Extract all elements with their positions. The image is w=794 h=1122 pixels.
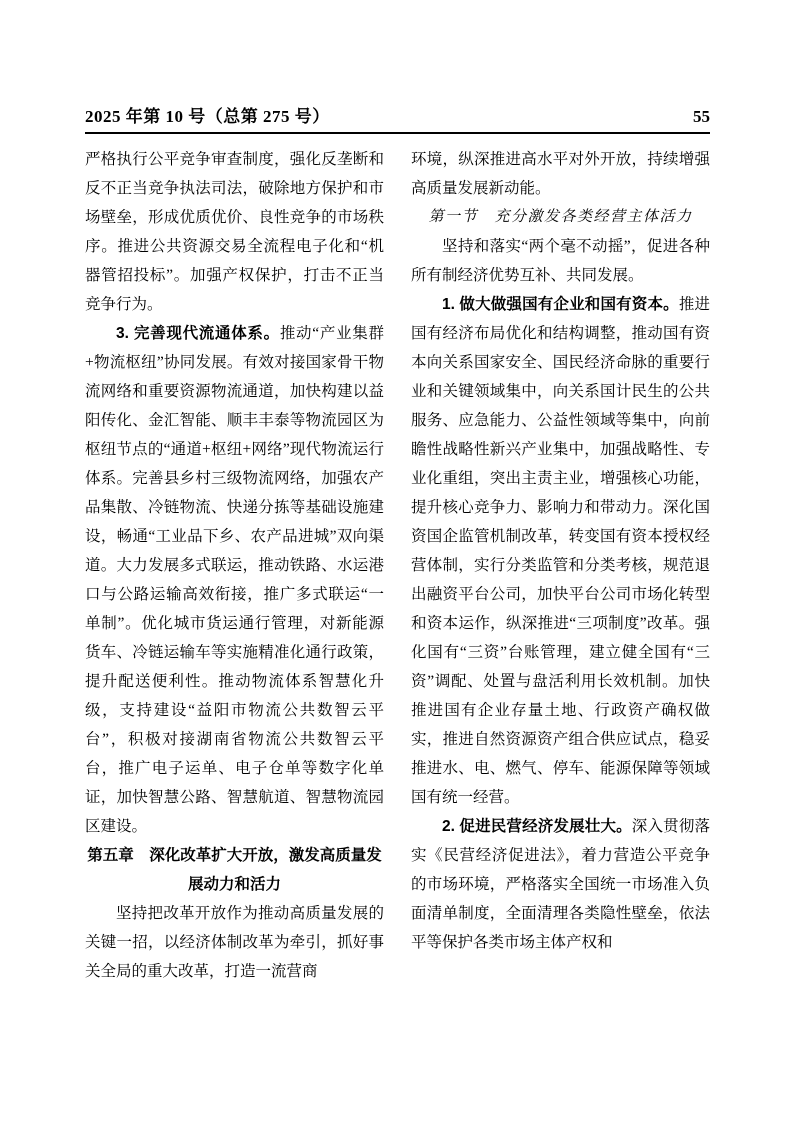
paragraph-lead-bold: 3. 完善现代流通体系。: [116, 325, 280, 343]
paragraph-text: 推动“产业集群+物流枢纽”协同发展。有效对接国家骨干物流网络和重要资源物流通道，加快构建以益阳传化、金汇智能、顺丰丰泰等物流园区为枢纽节点的“通道+枢纽+网络”现代物流运行体系。完善县乡村三级物流网络，加强农产品集散、冷链物流、快递分拣等基础设施建设，畅通“工业品下乡、农产品进城”双向渠道。大力发展多式联运，推动铁路、水运港口与公路运输高效衔接，推广多式联运“一单制”。优化城市货运通行管理，对新能源货车、冷链运输车等实施精准化通行政策，提升配送便利性。推动物流体系智慧化升级，支持建设“益阳市物流公共数智云平台”，积极对接湖南省物流公共数智云平台，推广电子运单、电子仓单等数字化单证，加快智慧公路、智慧航道、智慧物流园区建设。: [85, 325, 384, 836]
paragraph-continuation: 严格执行公平竞争审查制度，强化反垄断和反不正当竞争执法司法，破除地方保护和市场壁垒，形成优质优价、良性竞争的市场秩序。推进公共资源交易全流程电子化和“机器管招投标”。加强产权保护，打击不正当竞争行为。: [85, 151, 384, 314]
issue-label: 2025 年第 10 号（总第 275 号）: [85, 107, 330, 126]
page-number: 55: [693, 107, 710, 126]
paragraph-lead-bold: 1. 做大做强国有企业和国有资本。: [442, 296, 679, 314]
left-column: [85, 145, 384, 986]
paragraph-text: 推进国有经济布局优化和结构调整，推动国有资本向关系国家安全、国民经济命脉的重要行业和关键领域集中，向关系国计民生的公共服务、应急能力、公益性领域等集中，向前瞻性战略性新兴产业集中，加强战略性、专业化重组，突出主责主业，增强核心功能，提升核心竞争力、影响力和带动力。深化国资国企监管机制改革，转变国有资本授权经营体制，实行分类监管和分类考核，规范退出融资平台公司，加快平台公司市场化转型和资本运作，纵深推进“三项制度”改革。强化国有“三资”台账管理，建立健全国有“三资”调配、处置与盘活利用长效机制。加快推进国有企业存量土地、行政资产确权做实，推进自然资源资产组合供应试点，稳妥推进水、电、燃气、停车、能源保障等领域国有统一经营。: [411, 296, 710, 807]
paragraph-continuation: 环境，纵深推进高水平对外开放，持续增强高质量发展新动能。: [411, 151, 710, 198]
paragraph: 坚持和落实“两个毫不动摇”，促进各种所有制经济优势互补、共同发展。: [411, 238, 710, 285]
right-column: [411, 145, 710, 986]
page-header: [85, 106, 710, 134]
paragraph-text: 深入贯彻落实《民营经济促进法》，着力营造公平竞争的市场环境，严格落实全国统一市场准入负面清单制度，全面清理各类隐性壁垒，依法平等保护各类市场主体产权和: [411, 818, 710, 952]
paragraph: 坚持把改革开放作为推动高质量发展的关键一招，以经济体制改革为牵引，抓好事关全局的重大改革，打造一流营商: [85, 905, 384, 981]
paragraph-numbered-1: [411, 290, 710, 812]
paragraph-numbered-3: [85, 319, 384, 841]
section-heading: 第一节 充分激发各类经营主体活力: [428, 209, 693, 226]
chapter-heading: 第五章 深化改革扩大开放，激发高质量发展动力和活力: [87, 847, 382, 894]
content-columns: [85, 145, 710, 986]
paragraph-numbered-2: [411, 812, 710, 957]
paragraph-lead-bold: 2. 促进民营经济发展壮大。: [442, 818, 632, 836]
